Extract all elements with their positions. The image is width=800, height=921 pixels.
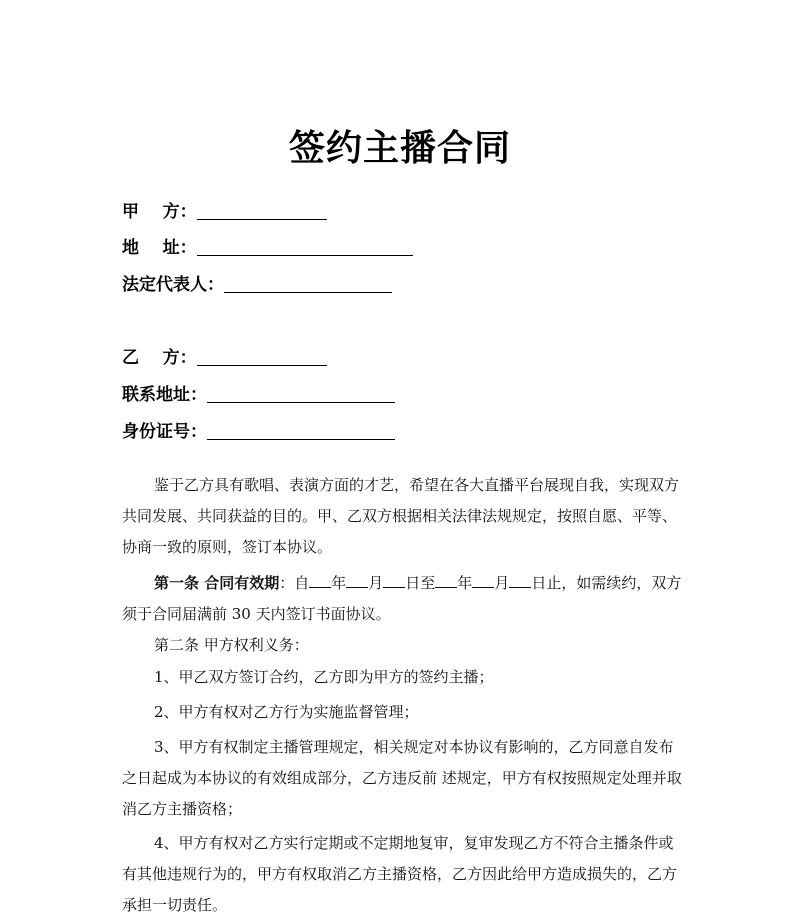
party-b-name-blank [197,364,327,366]
party-a-rep-blank [224,291,392,293]
party-a-rep-field [122,271,392,295]
start-year-unit: 年 [331,574,347,592]
party-b-id-field [122,418,395,442]
party-b-id-blank [207,438,395,440]
end-year-unit: 年 [457,574,473,592]
party-a-name-field [122,198,327,222]
end-year-blank [435,586,457,588]
article-1-from: ：自 [279,574,310,592]
document-title: 签约主播合同 [288,128,511,169]
party-b-contact-label: 联系地址： [122,385,207,405]
article-2-item-3: 3、甲方有权制定主播管理规定，相关规定对本协议有影响的，乙方同意自发布之日起成为本协议的有效组成部分，乙方违反前 述规定，甲方有权按照规定处理并取消乙方主播资格； [122,738,682,818]
start-month-unit: 月 [368,574,384,592]
start-day-blank [383,586,405,588]
article-2-heading: 第二条 甲方权利义务： [154,636,309,654]
intro-paragraph: 鉴于乙方具有歌唱、表演方面的才艺，希望在各大直播平台展现自我，实现双方共同发展、共同获益的目的。甲、乙双方根据相关法律法规规定，按照自愿、平等、协商一致的原则，签订本协议。 [122,476,680,556]
party-b-contact-blank [207,401,395,403]
article-2-item-2: 2、甲方有权对乙方行为实施监督管理； [154,703,419,721]
party-a-name-blank [197,218,327,220]
party-a-rep-label: 法定代表人： [122,275,224,295]
party-b-contact-field [122,381,395,405]
article-1-terms: 日止，如需续约，双方须于合同届满前 30 天内签订书面协议。 [122,574,682,623]
article-2-item-4: 4、甲方有权对乙方实行定期或不定期地复审，复审发现乙方不符合主播条件或有其他违规行为的，甲方有权取消乙方主播资格，乙方因此给甲方造成损失的，乙方承担一切责任。 [122,834,678,914]
article-1-heading: 第一条 合同有效期 [154,574,280,592]
article-2-item-1: 1、甲乙双方签订合约，乙方即为甲方的签约主播； [154,668,494,686]
end-month-unit: 月 [494,574,510,592]
end-month-blank [472,586,494,588]
party-b-name-label: 乙 方： [122,348,197,368]
start-year-blank [309,586,331,588]
start-day-to: 日至 [405,574,436,592]
party-b-id-label: 身份证号： [122,422,207,442]
article-1-paragraph [122,568,682,630]
party-b-name-field [122,344,327,368]
party-a-address-blank [197,254,413,256]
start-month-blank [346,586,368,588]
party-a-address-field [122,234,413,258]
party-a-name-label: 甲 方： [122,202,197,222]
end-day-blank [509,586,531,588]
party-a-address-label: 地 址： [122,238,197,258]
